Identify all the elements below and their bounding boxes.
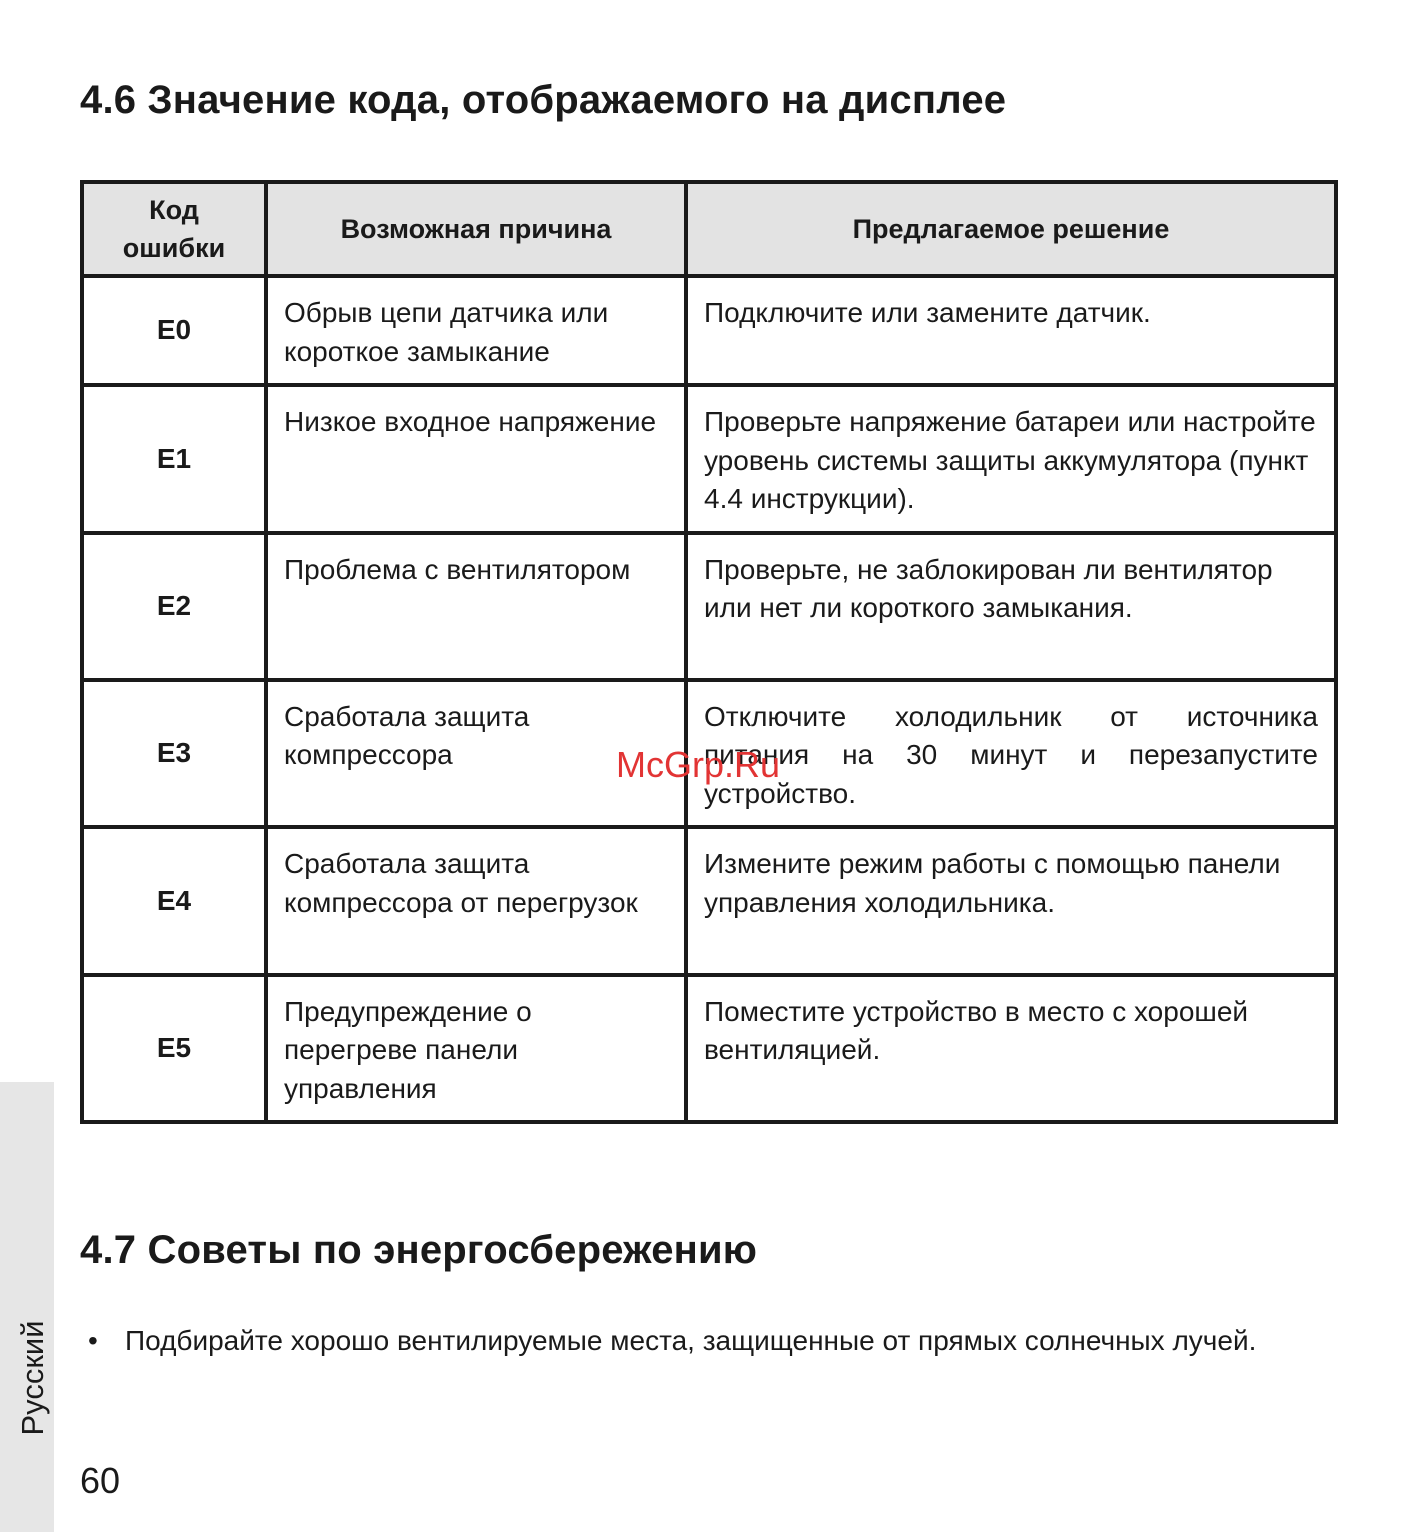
page-number: 60 xyxy=(80,1460,121,1501)
possible-cause: Предупреждение о перегреве панели управления xyxy=(266,975,686,1122)
section-title-4-6: 4.6 Значение кода, отображаемого на дисплее xyxy=(80,78,1007,122)
possible-cause: Сработала защита компрессора от перегрузок xyxy=(266,827,686,974)
suggested-solution: Поместите устройство в место с хорошей вентиляцией. xyxy=(686,975,1336,1122)
solution-line: устройство. xyxy=(704,777,857,809)
table-row xyxy=(82,827,1336,974)
table-row xyxy=(82,975,1336,1122)
bullet-icon: • xyxy=(88,1325,98,1356)
error-code-table xyxy=(80,180,1338,1124)
header-error-code xyxy=(82,182,266,276)
table-header-row xyxy=(82,182,1336,276)
possible-cause: Сработала защита компрессора xyxy=(266,680,686,827)
table-row xyxy=(82,276,1336,385)
error-code: E3 xyxy=(82,680,266,827)
error-code: E0 xyxy=(82,276,266,385)
table-row xyxy=(82,385,1336,532)
language-label: Русский xyxy=(15,1320,50,1436)
header-code-line2: ошибки xyxy=(122,233,226,263)
possible-cause: Низкое входное напряжение xyxy=(266,385,686,532)
error-code: E4 xyxy=(82,827,266,974)
suggested-solution: Измените режим работы с помощью панели управления холодильника. xyxy=(686,827,1336,974)
suggested-solution: Проверьте, не заблокирован ли вентилятор или нет ли короткого замыкания. xyxy=(686,533,1336,680)
error-code: E5 xyxy=(82,975,266,1122)
suggested-solution xyxy=(686,680,1336,827)
solution-line: питания на 30 минут и перезапустите xyxy=(704,739,1318,771)
list-item-text: Подбирайте хорошо вентилируемые места, защищенные от прямых солнечных лучей. xyxy=(125,1325,1257,1356)
error-code: E1 xyxy=(82,385,266,532)
error-code: E2 xyxy=(82,533,266,680)
header-possible-cause: Возможная причина xyxy=(266,182,686,276)
section-title-4-7: 4.7 Советы по энергосбережению xyxy=(80,1228,758,1272)
possible-cause: Проблема с вентилятором xyxy=(266,533,686,680)
possible-cause: Обрыв цепи датчика или короткое замыкание xyxy=(266,276,686,385)
header-code-line1: Код xyxy=(149,195,199,225)
suggested-solution: Проверьте напряжение батареи или настройте уровень системы защиты аккумулятора (пункт 4.4 инструкции). xyxy=(686,385,1336,532)
energy-tips-list xyxy=(88,1322,1328,1361)
list-item xyxy=(88,1322,1328,1361)
solution-line: Отключите холодильник от источника xyxy=(704,700,1318,732)
watermark: McGrp.Ru xyxy=(616,744,781,785)
table-row xyxy=(82,533,1336,680)
language-side-tab xyxy=(0,1082,54,1532)
suggested-solution: Подключите или замените датчик. xyxy=(686,276,1336,385)
header-suggested-solution: Предлагаемое решение xyxy=(686,182,1336,276)
